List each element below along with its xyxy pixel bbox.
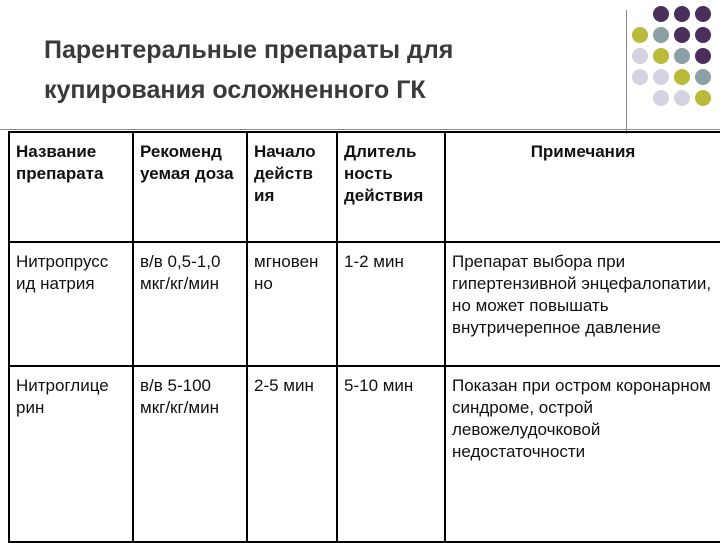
cell-onset: мгновен но (247, 242, 337, 366)
header-duration: Длитель ность действия (337, 132, 445, 242)
decor-dot (674, 6, 690, 22)
decor-dot (653, 27, 669, 43)
decor-dot (674, 27, 690, 43)
decor-dot (674, 48, 690, 64)
slide-title-line-2: купирования осложненного ГК (44, 76, 426, 104)
table-row (9, 242, 720, 366)
cell-onset: 2-5 мин (247, 366, 337, 542)
cell-dose: в/в 5-100 мкг/кг/мин (133, 366, 247, 542)
decor-dot (695, 69, 711, 85)
header-notes: Примечания (445, 132, 720, 242)
header-dose: Рекоменд уемая доза (133, 132, 247, 242)
decor-dot (632, 69, 648, 85)
cell-duration: 5-10 мин (337, 366, 445, 542)
drug-table (8, 131, 720, 543)
cell-dose: в/в 0,5-1,0 мкг/кг/мин (133, 242, 247, 366)
table-row (9, 366, 720, 542)
decor-dot (674, 90, 690, 106)
header-name: Название препарата (9, 132, 133, 242)
decor-dot (695, 6, 711, 22)
table-header-row (9, 132, 720, 242)
cell-notes: Показан при остром коронарном синдроме, острой левожелудочковой недостаточности (445, 366, 720, 542)
decor-dot (695, 90, 711, 106)
cell-notes: Препарат выбора при гипертензивной энцефалопатии, но может повышать внутричерепное давление (445, 242, 720, 366)
decor-dot (632, 27, 648, 43)
cell-name: Нитроглице рин (9, 366, 133, 542)
cell-duration: 1-2 мин (337, 242, 445, 366)
decor-vertical-divider (626, 10, 627, 134)
decor-dot (653, 6, 669, 22)
decor-dot (632, 48, 648, 64)
decor-dot (653, 90, 669, 106)
decor-dot (695, 27, 711, 43)
slide-title (44, 30, 604, 110)
slide-title-line-1: Парентеральные препараты для (44, 36, 454, 64)
decor-dot (653, 69, 669, 85)
cell-name: Нитропрусс ид натрия (9, 242, 133, 366)
header-onset: Начало действ ия (247, 132, 337, 242)
decor-dot (674, 69, 690, 85)
decor-horizontal-divider (0, 129, 720, 130)
decor-dot-grid (632, 6, 716, 116)
decor-dot (695, 48, 711, 64)
decor-dot (653, 48, 669, 64)
